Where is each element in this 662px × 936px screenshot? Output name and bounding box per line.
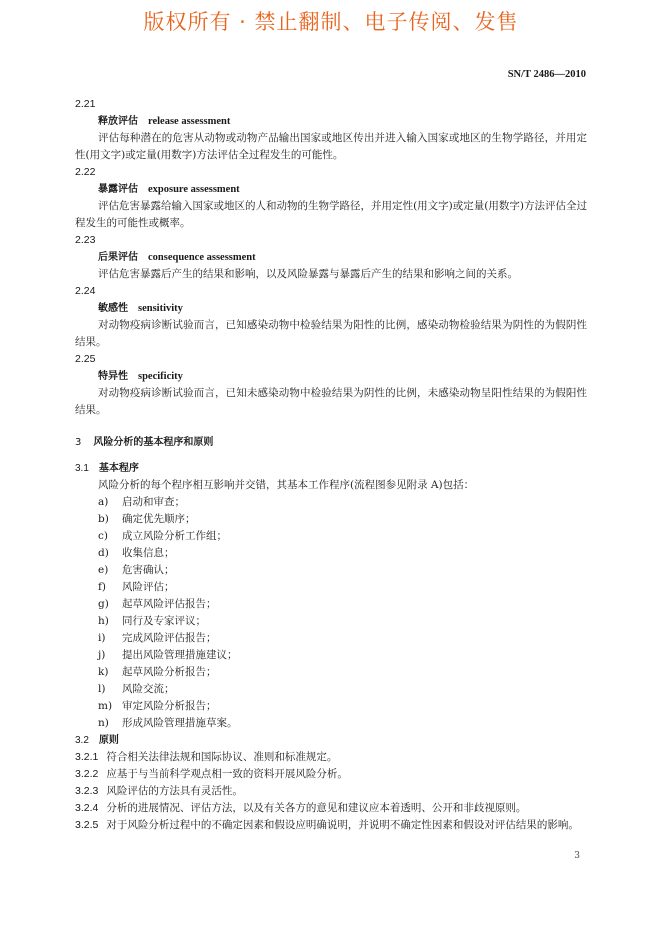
document-body bbox=[75, 96, 587, 834]
list-item: m) 审定风险分析报告； bbox=[98, 700, 217, 712]
term-en: release assessment bbox=[148, 116, 231, 127]
list-item: d) 收集信息； bbox=[98, 547, 175, 559]
list-item: g) 起草风险评估报告； bbox=[98, 598, 217, 610]
term-title bbox=[75, 113, 587, 130]
procedure-list bbox=[75, 494, 587, 732]
page-number: 3 bbox=[574, 851, 580, 861]
list-item: e) 危害确认； bbox=[98, 564, 175, 576]
term-en: exposure assessment bbox=[148, 184, 240, 195]
term-definition: 评估每种潜在的危害从动物或动物产品输出国家或地区传出并进入输入国家或地区的生物学路径，并用定性(用文字)或定量(用数字)方法评估全过程发生的可能性。 bbox=[75, 132, 587, 161]
list-item: k) 起草风险分析报告； bbox=[98, 666, 217, 678]
term-en: consequence assessment bbox=[148, 252, 256, 263]
term-title bbox=[75, 300, 587, 317]
principle-clause: 3.2.4 分析的进展情况、评估方法，以及有关各方的意见和建议应本着透明、公开和非歧视原则。 bbox=[75, 802, 527, 814]
section-title: 风险分析的基本程序和原则 bbox=[93, 437, 214, 448]
term-entry bbox=[75, 283, 587, 351]
term-title bbox=[75, 181, 587, 198]
list-item: a) 启动和审查； bbox=[98, 496, 185, 508]
term-entry bbox=[75, 96, 587, 164]
subsection-title: 基本程序 bbox=[98, 463, 139, 474]
term-zh: 后果评估 bbox=[98, 252, 138, 263]
list-item: n) 形成风险管理措施草案。 bbox=[98, 717, 238, 729]
subsection-number: 3.2 bbox=[75, 735, 89, 746]
principle-clause: 3.2.3 风险评估的方法具有灵活性。 bbox=[75, 785, 243, 797]
list-item: c) 成立风险分析工作组； bbox=[98, 530, 227, 542]
section-heading bbox=[75, 433, 587, 448]
term-definition: 评估危害暴露给输入国家或地区的人和动物的生物学路径，并用定性(用文字)或定量(用数字)方法评估全过程发生的可能性或概率。 bbox=[75, 200, 587, 229]
section-number: 3 bbox=[75, 437, 82, 448]
term-title bbox=[75, 368, 587, 385]
term-entry bbox=[75, 164, 587, 232]
term-en: specificity bbox=[138, 371, 183, 382]
term-number: 2.25 bbox=[75, 353, 96, 365]
subsection-heading bbox=[75, 732, 587, 749]
principle-clause: 3.2.2 应基于与当前科学观点相一致的资料开展风险分析。 bbox=[75, 768, 348, 780]
term-entry bbox=[75, 351, 587, 419]
list-item: j) 提出风险管理措施建议； bbox=[98, 649, 238, 661]
term-zh: 特异性 bbox=[98, 371, 128, 382]
term-entry bbox=[75, 232, 587, 283]
standard-code: SN/T 2486—2010 bbox=[507, 69, 586, 80]
term-number: 2.23 bbox=[75, 234, 96, 246]
list-item: f) 风险评估； bbox=[98, 581, 175, 593]
principle-clause: 3.2.5 对于风险分析过程中的不确定因素和假设应明确说明，并说明不确定性因素和假设对评估结果的影响。 bbox=[75, 819, 579, 831]
subsection-heading bbox=[75, 460, 587, 477]
list-item: i) 完成风险评估报告； bbox=[98, 632, 217, 644]
term-definition: 对动物疫病诊断试验而言，已知感染动物中检验结果为阳性的比例，感染动物检验结果为阴性的为假阴性结果。 bbox=[75, 319, 587, 348]
principle-clause: 3.2.1 符合相关法律法规和国际协议、准则和标准规定。 bbox=[75, 751, 338, 763]
term-number: 2.21 bbox=[75, 98, 96, 110]
term-title bbox=[75, 249, 587, 266]
procedure-intro: 风险分析的每个程序相互影响并交错，其基本工作程序(流程图参见附录 A)包括： bbox=[98, 479, 475, 491]
term-zh: 敏感性 bbox=[98, 303, 128, 314]
list-item: b) 确定优先顺序； bbox=[98, 513, 196, 525]
term-number: 2.22 bbox=[75, 166, 96, 178]
term-definition: 对动物疫病诊断试验而言，已知未感染动物中检验结果为阴性的比例，未感染动物呈阳性结果的为假阳性结果。 bbox=[75, 387, 587, 416]
list-item: l) 风险交流； bbox=[98, 683, 175, 695]
term-definition: 评估危害暴露后产生的结果和影响，以及风险暴露与暴露后产生的结果和影响之间的关系。 bbox=[98, 268, 518, 280]
term-zh: 释放评估 bbox=[98, 116, 138, 127]
term-number: 2.24 bbox=[75, 285, 96, 297]
subsection-title: 原则 bbox=[98, 735, 119, 746]
subsection-number: 3.1 bbox=[75, 463, 89, 474]
term-zh: 暴露评估 bbox=[98, 184, 138, 195]
term-en: sensitivity bbox=[138, 303, 183, 314]
list-item: h) 同行及专家评议； bbox=[98, 615, 206, 627]
copyright-watermark: 版权所有 · 禁止翻制、电子传阅、发售 bbox=[143, 10, 519, 34]
